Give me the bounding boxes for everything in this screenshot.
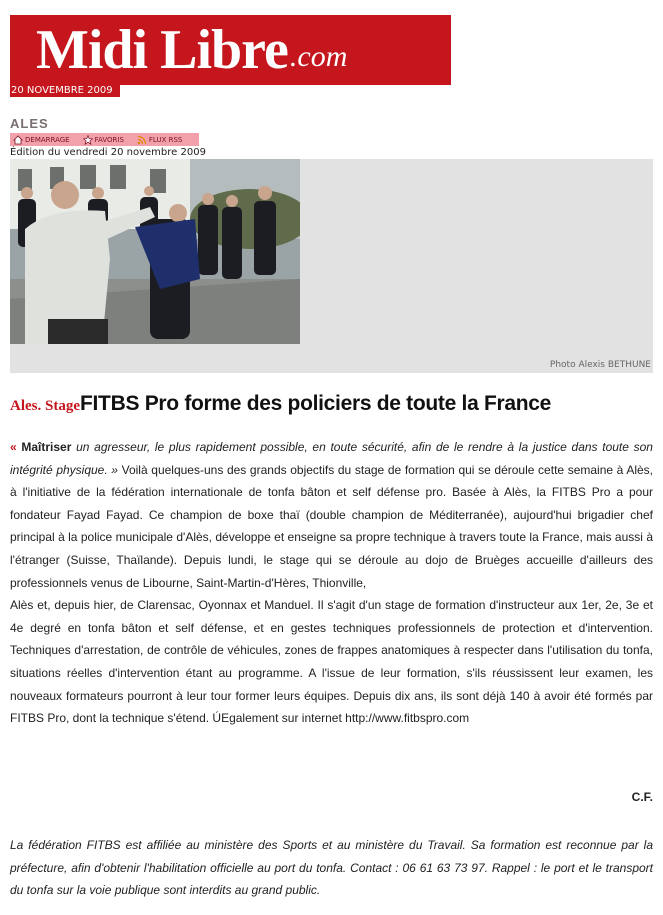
paragraph-text: Voilà quelques-uns des grands objectifs du stage de formation qui se déroule cette semaine à Alès, à l'initiative de la fédération internationale de tonfa bâton et self défense pro. Basée à Alès, la FITBS Pro a pour fondateur Fayad Fayad. Ce champion de boxe thaï (double champion de Méditerranée), aujourd'hui brigadier chef principal à la police municipale d'Alès, développe et enseigne sa propre technique à travers toute la France, mais aussi à l'étranger (Suisse, Thaïlande). Depuis lundi, le stage qui se déroule au dojo de Bruèges accueille d'ailleurs des professionnels venus de Libourne, Saint-Martin-d'Hères, Thionville, (10, 462, 653, 590)
section-label: ALES (10, 116, 49, 131)
nav-item-label: FLUX RSS (148, 135, 183, 144)
masthead-logo: Midi Libre (36, 19, 288, 81)
home-icon (13, 135, 23, 145)
article-title: FITBS Pro forme des policiers de toute la France (80, 392, 552, 415)
article-headline (10, 392, 653, 416)
lead-quote: un agresseur, le plus rapidement possible, en toute sécurité, afin de le rendre à la justice dans toute son intégrité physique. » (10, 440, 653, 477)
issue-date: 20 NOVEMBRE 2009 (10, 85, 120, 97)
edition-date: Édition du vendredi 20 novembre 2009 (10, 147, 206, 158)
photo-area (10, 159, 653, 373)
nav-item-label: DEMARRAGE (25, 135, 70, 144)
nav-item-label: FAVORIS (94, 135, 124, 144)
article-paragraph (10, 436, 653, 594)
masthead-suffix: .com (289, 40, 348, 73)
photo-credit: Photo Alexis BETHUNE (549, 360, 651, 370)
lead-quote-mark: « (10, 440, 22, 454)
lead-word: Maîtriser (21, 440, 72, 454)
nav-item-favoris[interactable] (80, 135, 124, 145)
nav-item-demarrage[interactable] (10, 135, 70, 145)
author-signature: C.F. (631, 790, 653, 804)
article-body (10, 436, 653, 730)
nav-bar (10, 133, 199, 146)
star-icon (83, 135, 93, 145)
article-photo (10, 159, 300, 344)
rss-icon (137, 135, 147, 145)
masthead-banner[interactable] (10, 15, 451, 85)
article-paragraph: Alès et, depuis hier, de Clarensac, Oyonnax et Manduel. Il s'agit d'un stage de formation d'instructeur aux 1er, 2e, 3e et 4e degré en tonfa bâton et self défense, et en gestes techniques professionnels de protection et d'intervention. Techniques d'arrestation, de contrôle de véhicules, zones de frappes anatomiques à respecter dans l'utilisation du tonfa, situations réelles d'intervention étant au programme. A l'issue de leur formation, s'ils réussissent leur examen, les nouveaux formateurs pourront à leur tour former leurs équipes. Depuis dix ans, ils sont déjà 140 à avoir été formés par FITBS Pro, dont la technique s'étend. ÚEgalement sur internet http://www.fitbspro.com (10, 598, 653, 726)
article-footnote: La fédération FITBS est affiliée au ministère des Sports et au ministère du Travail. Sa formation est reconnue par la préfecture, afin d'obtenir l'habilitation officielle au port du tonfa. Contact : 06 61 63 73 97. Rappel : le port et le transport du tonfa sur la voie publique sont interdits au grand public. (10, 838, 653, 898)
article-kicker: Ales. Stage (10, 398, 80, 414)
nav-item-rss[interactable] (134, 135, 182, 145)
